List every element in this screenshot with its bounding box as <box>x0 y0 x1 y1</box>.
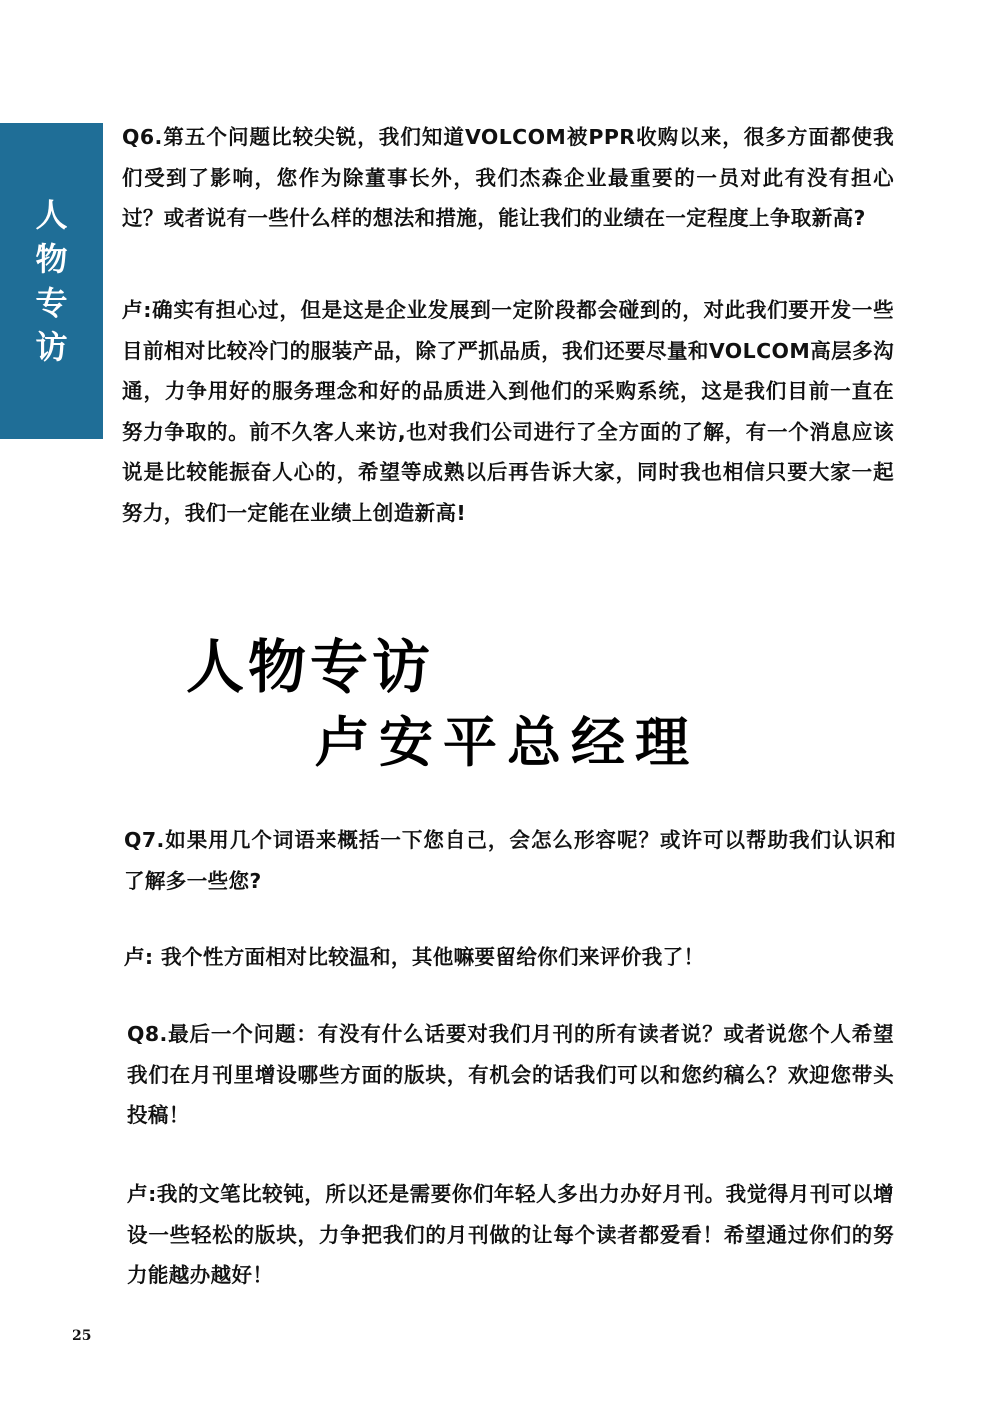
section-tab-char: 人 <box>35 196 68 234</box>
section-tab-char: 专 <box>35 284 68 322</box>
question-6: Q6.第五个问题比较尖锐，我们知道VOLCOM被PPR收购以来，很多方面都使我们受到了影响，您作为除董事长外，我们杰森企业最重要的一员对此有没有担心过？或者说有一些什么样的想法和措施，能让我们的业绩在一定程度上争取新高? <box>122 125 894 231</box>
interview-subtitle: 卢安平总经理 <box>315 710 699 774</box>
page-number: 25 <box>72 1328 92 1344</box>
section-tab-char: 物 <box>35 240 68 278</box>
answer-6: 卢:确实有担心过，但是这是企业发展到一定阶段都会碰到的，对此我们要开发一些目前相对比较冷门的服装产品，除了严抓品质，我们还要尽量和VOLCOM高层多沟通，力争用好的服务理念和好的品质进入到他们的采购系统，这是我们目前一直在努力争取的。前不久客人来访,也对我们公司进行了全方面的了解，有一个消息应该说是比较能振奋人心的，希望等成熟以后再告诉大家，同时我也相信只要大家一起努力，我们一定能在业绩上创造新高! <box>122 298 894 525</box>
question-8: Q8.最后一个问题：有没有什么话要对我们月刊的所有读者说？或者说您个人希望我们在月刊里增设哪些方面的版块，有机会的话我们可以和您约稿么？欢迎您带头投稿！ <box>127 1022 894 1128</box>
interview-title: 人物专访 <box>186 633 435 701</box>
answer-8: 卢:我的文笔比较钝，所以还是需要你们年轻人多出力办好月刊。我觉得月刊可以增设一些轻松的版块，力争把我们的月刊做的让每个读者都爱看！希望通过你们的努力能越办越好！ <box>127 1182 894 1288</box>
section-tab-char: 访 <box>35 328 68 366</box>
section-tab <box>0 123 103 439</box>
question-7: Q7.如果用几个词语来概括一下您自己，会怎么形容呢？或许可以帮助我们认识和了解多一些您? <box>124 828 896 893</box>
answer-7: 卢: 我个性方面相对比较温和，其他嘛要留给你们来评价我了！ <box>124 945 705 969</box>
